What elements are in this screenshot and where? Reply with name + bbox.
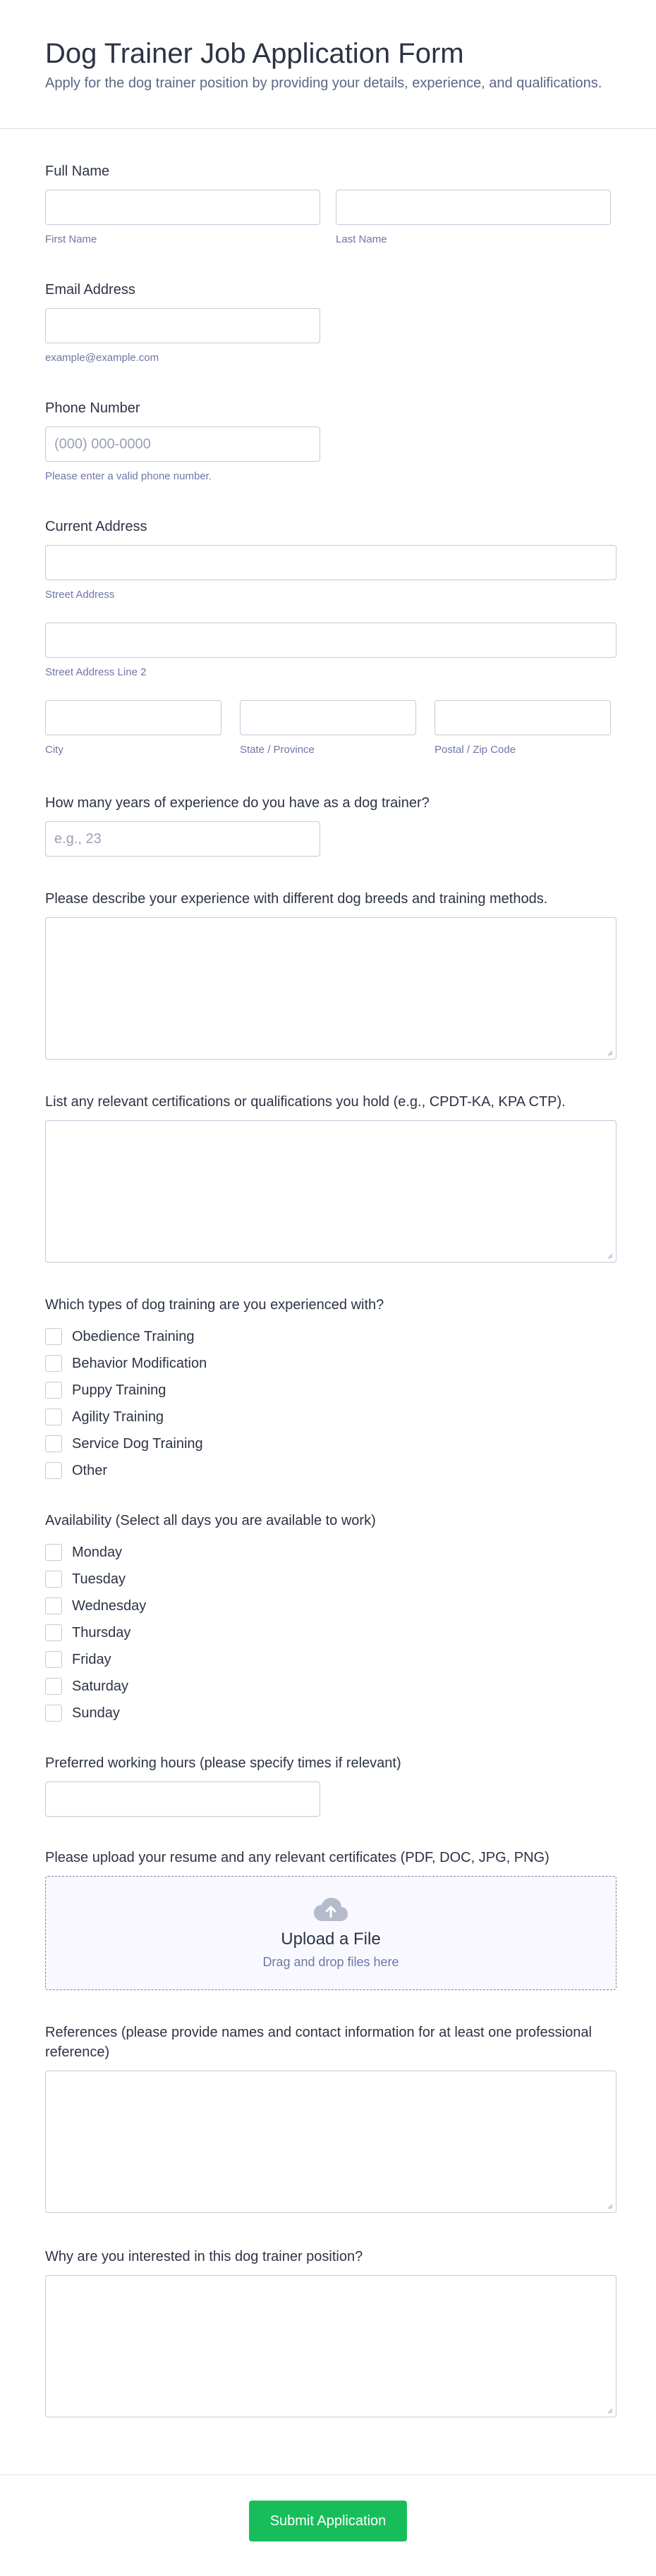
- file-upload-dropzone[interactable]: [45, 1876, 616, 1990]
- upload-question: [45, 1848, 611, 2023]
- hours-input[interactable]: [45, 1781, 320, 1817]
- checkbox-label: Agility Training: [72, 1409, 164, 1425]
- first-name-sublabel: First Name: [45, 233, 97, 245]
- checkbox-label: Monday: [72, 1544, 123, 1560]
- full-name-label: Full Name: [45, 164, 110, 179]
- zip-input[interactable]: [435, 700, 611, 735]
- references-textarea[interactable]: [45, 2071, 616, 2213]
- checkbox[interactable]: [45, 1544, 62, 1561]
- street-address-input[interactable]: [45, 545, 616, 580]
- email-question: [45, 280, 611, 398]
- checkbox-label: Tuesday: [72, 1571, 126, 1587]
- phone-sublabel: Please enter a valid phone number.: [45, 470, 212, 482]
- street-address-sublabel: Street Address: [45, 589, 115, 601]
- checkbox-option[interactable]: [45, 1539, 611, 1566]
- checkbox-option[interactable]: [45, 1646, 611, 1673]
- form-description: Apply for the dog trainer position by providing your details, experience, and qualifications.: [45, 75, 602, 91]
- certifications-question: [45, 1092, 611, 1295]
- checkbox[interactable]: [45, 1462, 62, 1479]
- checkbox[interactable]: [45, 1571, 62, 1588]
- last-name-sublabel: Last Name: [336, 233, 387, 245]
- checkbox-option[interactable]: [45, 1404, 611, 1430]
- city-cell: [45, 700, 221, 756]
- state-cell: [240, 700, 416, 756]
- checkbox-label: Saturday: [72, 1678, 129, 1694]
- checkbox[interactable]: [45, 1382, 62, 1399]
- checkbox-option[interactable]: [45, 1350, 611, 1377]
- hours-question: [45, 1753, 611, 1848]
- form-footer: [0, 2474, 656, 2576]
- checkbox-label: Friday: [72, 1651, 111, 1667]
- first-name-cell: [45, 190, 320, 246]
- references-label: References (please provide names and contact information for at least one professional reference): [45, 2025, 592, 2060]
- form-header: [0, 0, 656, 129]
- city-state-zip-row: [45, 700, 611, 756]
- checkbox-option[interactable]: [45, 1700, 611, 1726]
- resize-grip-icon[interactable]: [606, 2202, 613, 2209]
- availability-question: [45, 1511, 611, 1753]
- certifications-textarea[interactable]: [45, 1120, 616, 1263]
- zip-sublabel: Postal / Zip Code: [435, 744, 516, 756]
- street-address-line2-input[interactable]: [45, 622, 616, 658]
- checkbox[interactable]: [45, 1409, 62, 1425]
- upload-title: Upload a File: [281, 1929, 381, 1949]
- submit-button[interactable]: Submit Application: [249, 2501, 407, 2541]
- resize-grip-icon[interactable]: [606, 1252, 613, 1259]
- experience-label: Please describe your experience with different dog breeds and training methods.: [45, 891, 548, 907]
- full-name-row: [45, 190, 611, 246]
- cloud-upload-icon: [312, 1897, 349, 1922]
- email-sublabel: example@example.com: [45, 352, 159, 364]
- checkbox[interactable]: [45, 1435, 62, 1452]
- last-name-cell: [336, 190, 611, 246]
- phone-label: Phone Number: [45, 400, 140, 416]
- last-name-input[interactable]: [336, 190, 611, 225]
- state-input[interactable]: [240, 700, 416, 735]
- street-address-line2-sublabel: Street Address Line 2: [45, 666, 147, 678]
- checkbox-option[interactable]: [45, 1593, 611, 1619]
- checkbox[interactable]: [45, 1597, 62, 1614]
- interest-textarea[interactable]: [45, 2275, 616, 2417]
- checkbox-label: Behavior Modification: [72, 1355, 207, 1371]
- checkbox-option[interactable]: [45, 1566, 611, 1593]
- checkbox[interactable]: [45, 1678, 62, 1695]
- full-name-question: [45, 161, 611, 280]
- city-input[interactable]: [45, 700, 221, 735]
- checkbox[interactable]: [45, 1651, 62, 1668]
- email-label: Email Address: [45, 282, 135, 298]
- availability-label: Availability (Select all days you are available to work): [45, 1513, 376, 1528]
- address-question: [45, 517, 611, 793]
- experience-question: [45, 889, 611, 1092]
- checkbox[interactable]: [45, 1705, 62, 1722]
- email-input[interactable]: [45, 308, 320, 343]
- state-sublabel: State / Province: [240, 744, 315, 756]
- training-types-question: [45, 1295, 611, 1511]
- checkbox[interactable]: [45, 1328, 62, 1345]
- checkbox[interactable]: [45, 1355, 62, 1372]
- checkbox-label: Obedience Training: [72, 1328, 195, 1344]
- address-label: Current Address: [45, 519, 147, 534]
- checkbox-label: Sunday: [72, 1705, 120, 1721]
- checkbox-label: Service Dog Training: [72, 1435, 203, 1452]
- upload-label: Please upload your resume and any relevant certificates (PDF, DOC, JPG, PNG): [45, 1850, 549, 1865]
- interest-label: Why are you interested in this dog trainer position?: [45, 2249, 363, 2264]
- checkbox-option[interactable]: [45, 1619, 611, 1646]
- upload-subtitle: Drag and drop files here: [262, 1954, 399, 1969]
- checkbox-option[interactable]: [45, 1430, 611, 1457]
- phone-question: [45, 398, 611, 517]
- references-question: [45, 2023, 611, 2247]
- checkbox-label: Other: [72, 1462, 108, 1478]
- checkbox-option[interactable]: [45, 1457, 611, 1484]
- certifications-label: List any relevant certifications or qualifications you hold (e.g., CPDT-KA, KPA CTP).: [45, 1094, 566, 1110]
- city-sublabel: City: [45, 744, 63, 756]
- form-body: [0, 129, 656, 2417]
- experience-textarea[interactable]: [45, 917, 616, 1060]
- years-input[interactable]: e.g., 23: [45, 821, 320, 857]
- phone-input[interactable]: (000) 000-0000: [45, 427, 320, 462]
- checkbox-label: Puppy Training: [72, 1382, 166, 1398]
- checkbox[interactable]: [45, 1624, 62, 1641]
- checkbox-label: Thursday: [72, 1624, 131, 1640]
- form-title: Dog Trainer Job Application Form: [45, 38, 464, 69]
- checkbox-option[interactable]: [45, 1377, 611, 1404]
- years-label: How many years of experience do you have as a dog trainer?: [45, 795, 430, 811]
- checkbox-option[interactable]: [45, 1673, 611, 1700]
- hours-label: Preferred working hours (please specify times if relevant): [45, 1755, 401, 1771]
- checkbox-label: Wednesday: [72, 1597, 147, 1614]
- checkbox-option[interactable]: [45, 1323, 611, 1350]
- zip-cell: [435, 700, 611, 756]
- interest-question: [45, 2247, 611, 2417]
- resize-grip-icon[interactable]: [606, 2407, 613, 2414]
- first-name-input[interactable]: [45, 190, 320, 225]
- years-question: [45, 793, 611, 889]
- training-types-label: Which types of dog training are you experienced with?: [45, 1297, 384, 1313]
- resize-grip-icon[interactable]: [606, 1049, 613, 1056]
